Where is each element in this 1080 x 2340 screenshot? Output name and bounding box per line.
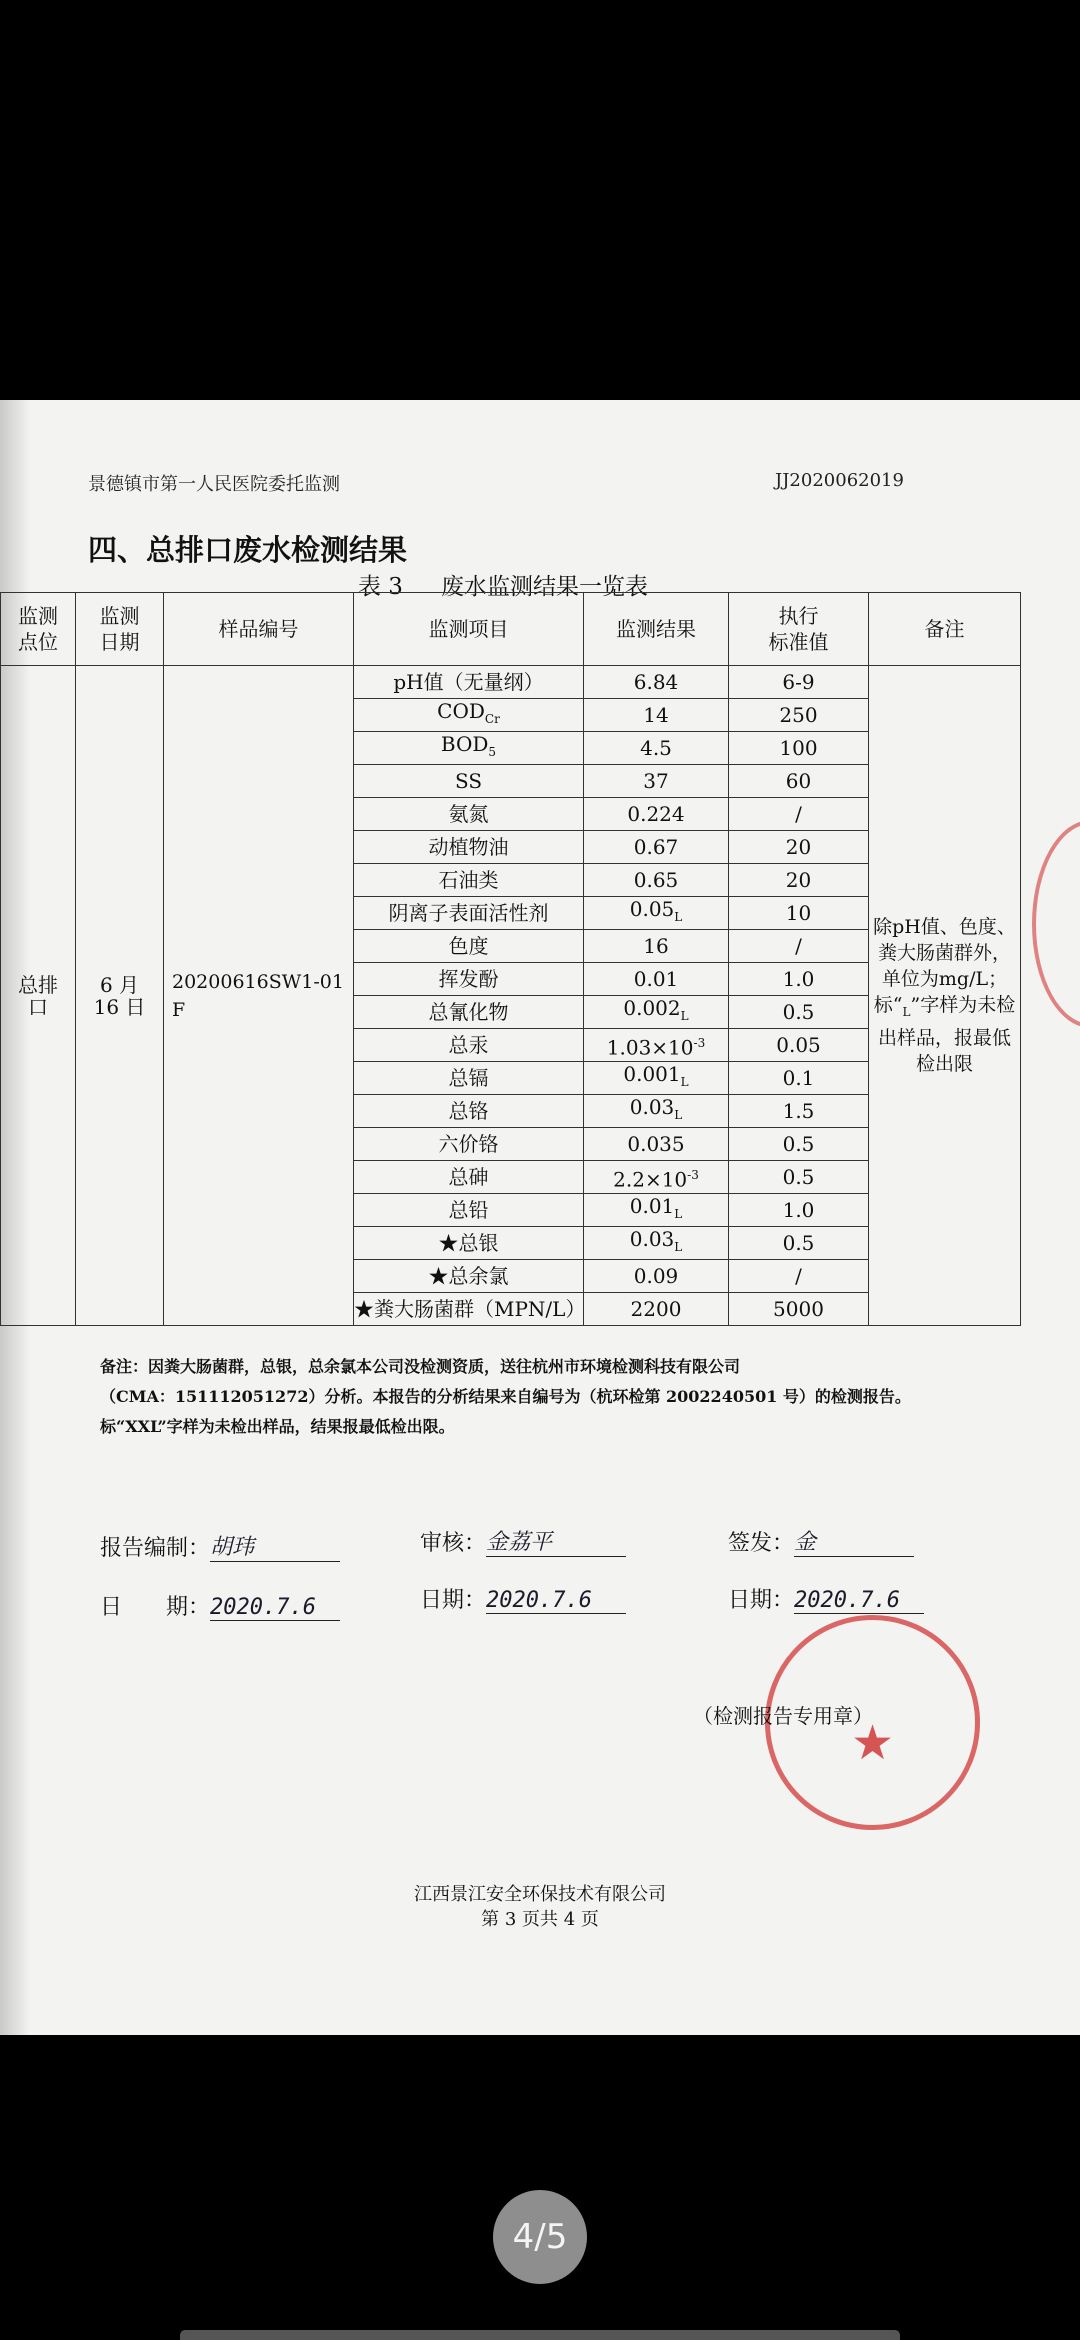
cell-item: 挥发酚 (354, 963, 584, 996)
cell-result: 0.224 (584, 798, 729, 831)
header-remark: 备注 (869, 593, 1021, 666)
review-signature: 金荔平 (486, 1525, 626, 1557)
cell-item: 色度 (354, 930, 584, 963)
cell-standard: 1.5 (729, 1095, 869, 1128)
cell-standard: 1.0 (729, 963, 869, 996)
cell-standard: 20 (729, 831, 869, 864)
cell-result: $0.05_L$ (584, 897, 729, 930)
cell-result: $0.001_L$ (584, 1062, 729, 1095)
header-client: 景德镇市第一人民医院委托监测 (88, 474, 340, 495)
cell-result: 0.09 (584, 1260, 729, 1293)
cell-result: $2.2\times 10^{-3}$ (584, 1161, 729, 1194)
cell-standard: 10 (729, 897, 869, 930)
cell-standard: / (729, 798, 869, 831)
issue-signature: 金 (794, 1525, 914, 1557)
cell-item: 总砷 (354, 1161, 584, 1194)
partial-seal (1032, 820, 1080, 1028)
cell-item: ★粪大肠菌群（MPN/L） (354, 1293, 584, 1326)
cell-item: 六价铬 (354, 1128, 584, 1161)
issue-date-value: 2020.7.6 (794, 1588, 924, 1614)
cell-result: $0.002_L$ (584, 996, 729, 1029)
cell-item: 动植物油 (354, 831, 584, 864)
cell-result: 0.035 (584, 1128, 729, 1161)
section-title: 四、总排口废水检测结果 (88, 533, 408, 567)
cell-item: 总汞 (354, 1029, 584, 1062)
monitoring-date: 6 月 16 日 (76, 666, 164, 1326)
monitoring-point: 总排 口 (1, 666, 76, 1326)
cell-standard: 5000 (729, 1293, 869, 1326)
cell-result: 0.67 (584, 831, 729, 864)
sample-id: 20200616SW1-01 F (164, 666, 354, 1326)
cell-result: $0.03_L$ (584, 1095, 729, 1128)
cell-item: 总铬 (354, 1095, 584, 1128)
cell-result: $0.01_L$ (584, 1194, 729, 1227)
cell-item: ★总余氯 (354, 1260, 584, 1293)
cell-standard: 100 (729, 732, 869, 765)
results-table (0, 592, 1021, 1326)
cell-result: 0.65 (584, 864, 729, 897)
footer-page-number: 第 3 页共 4 页 (481, 1909, 599, 1930)
cell-result: 16 (584, 930, 729, 963)
cell-standard: 6-9 (729, 666, 869, 699)
cell-standard: 0.5 (729, 1128, 869, 1161)
table-number: 表 3 (358, 574, 403, 600)
cell-item: 阴离子表面活性剂 (354, 897, 584, 930)
cell-item: SS (354, 765, 584, 798)
cell-result: 0.01 (584, 963, 729, 996)
cell-item: $COD_{Cr}$ (354, 699, 584, 732)
prepared-date-value: 2020.7.6 (210, 1595, 340, 1621)
note-line-3: 标“XXL”字样为未检出样品，结果报最低检出限。 (100, 1417, 455, 1436)
cell-item: 总镉 (354, 1062, 584, 1095)
cell-result: $1.03\times 10^{-3}$ (584, 1029, 729, 1062)
cell-item: 氨氮 (354, 798, 584, 831)
cell-result: 2200 (584, 1293, 729, 1326)
header-sample: 样品编号 (164, 593, 354, 666)
cell-result: 14 (584, 699, 729, 732)
header-date: 监测 日期 (76, 593, 164, 666)
prepared-date: 日 期：2020.7.6 (100, 1590, 340, 1621)
cell-item: 石油类 (354, 864, 584, 897)
review-date: 日期：2020.7.6 (420, 1583, 626, 1614)
remark: 除pH值、色度、粪大肠菌群外，单位为mg/L；标“$_L$”字样为未检出样品，报最低检出限 (869, 666, 1021, 1326)
cell-standard: / (729, 1260, 869, 1293)
cell-standard: 0.5 (729, 1227, 869, 1260)
header-point: 监测 点位 (1, 593, 76, 666)
cell-standard: 250 (729, 699, 869, 732)
cell-item: ★总银 (354, 1227, 584, 1260)
table-row (1, 666, 1021, 699)
header-report-id: JJ2020062019 (775, 470, 904, 491)
table-header-row (1, 593, 1021, 666)
seal-label: （检测报告专用章） (693, 1704, 873, 1728)
cell-standard: 60 (729, 765, 869, 798)
seal-star-icon: ★ (850, 1715, 895, 1771)
document-page (0, 400, 1080, 2035)
issued-by: 签发：金 (728, 1525, 914, 1557)
cell-item: 总铅 (354, 1194, 584, 1227)
cell-result: 6.84 (584, 666, 729, 699)
prepared-signature: 胡玮 (210, 1530, 340, 1562)
cell-standard: 20 (729, 864, 869, 897)
cell-result: 37 (584, 765, 729, 798)
cell-item: pH值（无量纲） (354, 666, 584, 699)
reviewed-by: 审核：金荔平 (420, 1525, 626, 1557)
page-indicator[interactable]: 4/5 (493, 2190, 587, 2284)
cell-standard: 0.5 (729, 996, 869, 1029)
footer-company: 江西景江安全环保技术有限公司 (414, 1884, 666, 1905)
review-date-value: 2020.7.6 (486, 1588, 626, 1614)
cell-result: $0.03_L$ (584, 1227, 729, 1260)
gesture-bar[interactable] (180, 2330, 900, 2340)
cell-standard: / (729, 930, 869, 963)
cell-result: 4.5 (584, 732, 729, 765)
notes (100, 1352, 1000, 1442)
issue-date: 日期：2020.7.6 (728, 1583, 924, 1614)
cell-standard: 1.0 (729, 1194, 869, 1227)
cell-item: 总氰化物 (354, 996, 584, 1029)
table-title: 废水监测结果一览表 (440, 574, 648, 600)
cell-standard: 0.5 (729, 1161, 869, 1194)
header-standard: 执行 标准值 (729, 593, 869, 666)
cell-standard: 0.1 (729, 1062, 869, 1095)
note-line-2: （CMA：151112051272）分析。本报告的分析结果来自编号为（杭环检第 2002240501 号）的检测报告。 (100, 1387, 911, 1406)
header-result: 监测结果 (584, 593, 729, 666)
header-item: 监测项目 (354, 593, 584, 666)
note-line-1: 备注：因粪大肠菌群，总银，总余氯本公司没检测资质，送往杭州市环境检测科技有限公司 (100, 1357, 741, 1376)
cell-item: $BOD_5$ (354, 732, 584, 765)
cell-standard: 0.05 (729, 1029, 869, 1062)
prepared-by: 报告编制：胡玮 (100, 1530, 340, 1562)
